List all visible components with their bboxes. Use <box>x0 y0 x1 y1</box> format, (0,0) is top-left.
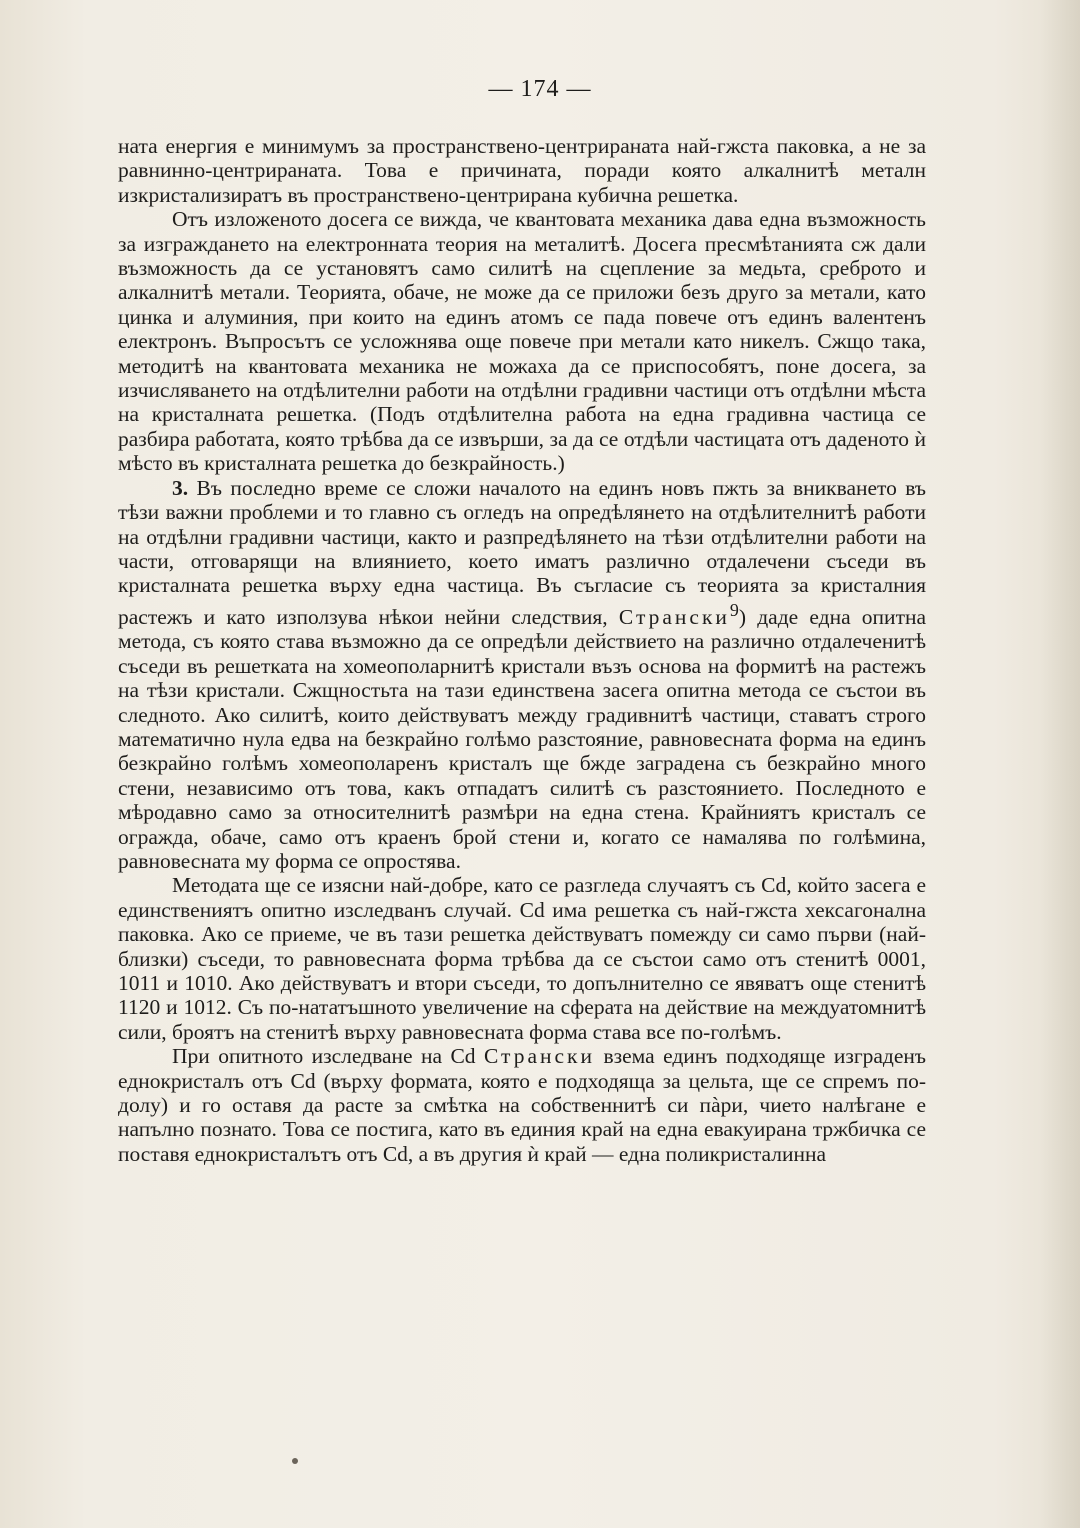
author-name: Странски <box>618 604 730 629</box>
page-edge-shadow <box>1040 0 1080 1528</box>
paragraph-5 <box>118 1044 926 1166</box>
ink-spot <box>292 1458 298 1464</box>
paragraph-2: Отъ изложеното досега се вижда, че квантовата механика дава една възможность за изграждането на електронната теория на металитѣ. Досега пресмѣтанията сж дали възможность да се установятъ само силитѣ на сцепление за медьта, среброто и алкалнитѣ метали. Теорията, обаче, не може да се приложи безъ друго за метали, като цинка и алуминия, при които на единъ атомъ се пада повече отъ единъ валентенъ електронъ. Въпросътъ се усложнява още повече при метали като никелъ. Сжщо така, методитѣ на квантовата механика не можаха да се приспособятъ, поне досега, за изчисляването на отдѣлителни работи на отдѣлни градивни частици отъ отдѣлни мѣста на кристалната решетка. (Подъ отдѣлителна работа на една градивна частица се разбира работата, която трѣбва да се извърши, за да се отдѣли частицата отъ даденото ѝ мѣсто въ кристалната решетка до безкрайность.) <box>118 207 926 476</box>
paragraph-3-text-after: ) даде една опитна метода, съ която става възможно да се опредѣли действието на различно отдалеченитѣ съседи въ решетката на хомеополарнитѣ кристали възъ основа на формитѣ на растежъ на тѣзи кристали. Сжщностьта на тази единствена засега опитна метода се състои въ следното. Ако силитѣ, които действуватъ между градивнитѣ частици, ставатъ строго математично нула едва на безкрайно голѣмо разстояние, равновесната форма на единъ безкрайно голѣмъ хомеополаренъ кристалъ ще бжде заградена съ безкрайно много стени, независимо отъ това, какъ отпадатъ силитѣ съ разстоянието. Последното е мѣродавно само за относителнитѣ размѣри на една стена. Крайниятъ кристалъ се огражда, обаче, само отъ краенъ брой стени и, когато се намалява по голѣмина, равновесната му форма се опростява. <box>118 604 927 873</box>
paragraph-3 <box>118 476 926 874</box>
text-column <box>118 134 926 1166</box>
paragraph-4: Методата ще се изясни най-добре, като се разгледа случаятъ съ Cd, който засега е единствениятъ опитно изследванъ случай. Cd има решетка съ най-гжста хексагонална паковка. Ако се приеме, че въ тази решетка действуватъ помежду си само първи (най-близки) съседи, то равновесната форма трѣбва да се състои само отъ стенитѣ 0001, 1011 и 1010. Ако действуватъ и втори съседи, то допълнително се явяватъ още стенитѣ 1120 и 1012. Съ по-нататъшното увеличение на сферата на действие на междуатомнитѣ сили, броятъ на стенитѣ върху равновесната форма става все по-голѣмъ. <box>118 873 926 1044</box>
paragraph-5-text-after: взема единъ подходящe изграденъ еднокристалъ отъ Cd (върху формата, която е подходяща за цельта, ще се спремъ по-долу) и го оставя да расте за смѣтка на собственнитѣ си пàри, чието налѣгане е напълно познато. Това се постига, като въ единия край на една евакуирана тржбичка се поставя еднокристалътъ отъ Cd, а въ другия ѝ край — една поликристалинна <box>118 1044 927 1166</box>
paragraph-3-text-before: Въ последно време се сложи началото на единъ новъ пжть за вникването въ тѣзи важни проблеми и то главно съ огледъ на опредѣлянето на отдѣлителнитѣ работи на отдѣлни градивни частици, както и разпредѣлянето на тѣзи отдѣлителни работи на части, отговарящи на влиянието, което иматъ различно отдалечени съседи въ кристалната решетка върху една частица. Въ съгласие съ теорията за кристалния растежъ и като използува нѣкои нейни следствия, <box>118 475 927 629</box>
author-name-2: Странски <box>484 1044 596 1069</box>
page-number: — 174 — <box>488 76 592 102</box>
footnote-marker: 9 <box>729 599 739 620</box>
section-number: 3. <box>172 475 189 500</box>
paragraph-1: ната енергия е минимумъ за пространствено-центрираната най-гжста пакoвка, а не за равнинно-центрираната. Това е причината, поради която алкалнитѣ металн изкристализиратъ въ пространствено-центрирана кубична решетка. <box>118 134 926 207</box>
paragraph-5-text-before: При опитното изследване на Cd <box>172 1044 476 1069</box>
